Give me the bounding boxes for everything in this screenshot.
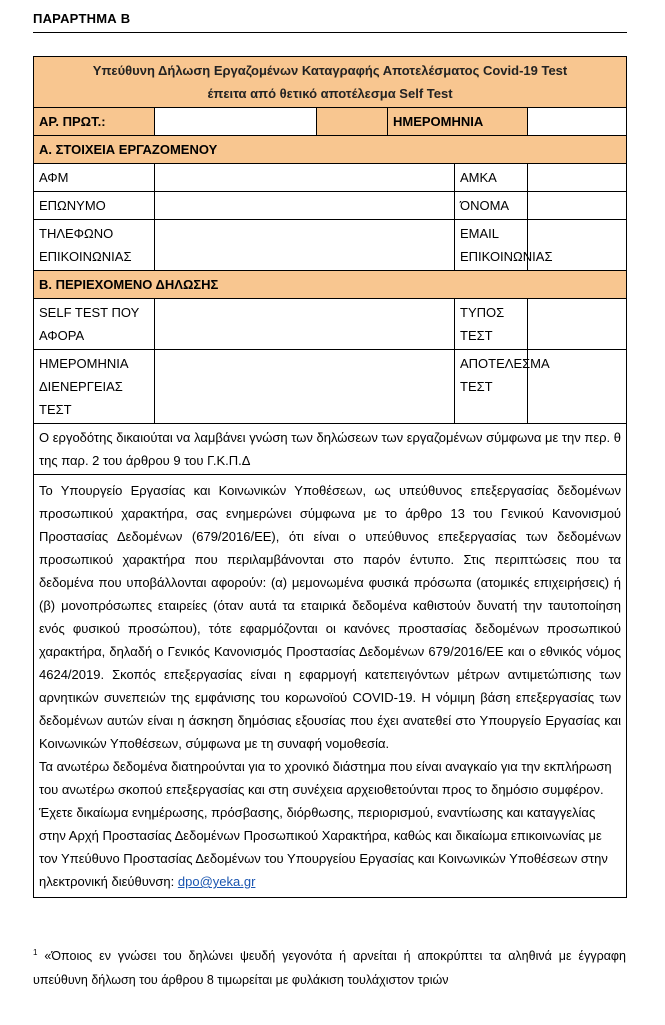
- protocol-number-label: ΑΡ. ΠΡΩΤ.:: [34, 108, 155, 136]
- afm-field[interactable]: [155, 164, 455, 192]
- phone-field[interactable]: [155, 220, 455, 271]
- amka-label: ΑΜΚΑ: [455, 164, 528, 192]
- protocol-row: [34, 108, 627, 136]
- date-label: ΗΜΕΡΟΜΗΝΙΑ: [388, 108, 528, 136]
- amka-field[interactable]: [528, 164, 627, 192]
- email-label-line2: ΕΠΙΚΟΙΝΩΝΙΑΣ: [460, 249, 553, 264]
- section-b-header: [34, 271, 627, 299]
- form-title-line2: έπειτα από θετικό αποτέλεσμα Self Test: [207, 86, 453, 101]
- annex-title: ΠΑΡΑΡΤΗΜΑ Β: [33, 11, 131, 26]
- phone-email-row: [34, 220, 627, 271]
- surname-field[interactable]: [155, 192, 455, 220]
- email-label-line1: EMAIL: [460, 226, 500, 241]
- privacy-paragraph-2-text: Τα ανωτέρω δεδομένα διατηρούνται για το χρονικό διάστημα που είναι αναγκαίο για την εκπλήρωση του ανωτέρω σκοπού επεξεργασίας και στη συνέχεια αρχειοθετούνται προς το δημόσιο συμφέρον. Έχετε δικαίωμα ενημέρωσης, πρόσβασης, διόρθωσης, περιορισμού, εναντίωσης και καταγγελίας στην Αρχή Προστασίας Δεδομένων Προσωπικού Χαρακτήρα, καθώς και δικαίωμα επικοινωνίας με τον Υπεύθυνο Προστασίας Δεδομένων του Υπουργείου Εργασίας και Κοινωνικών Υποθέσεων στην ηλεκτρονική διεύθυνση:: [39, 759, 612, 889]
- form-title: [34, 57, 627, 108]
- privacy-paragraph-1: Το Υπουργείο Εργασίας και Κοινωνικών Υποθέσεων, ως υπεύθυνος επεξεργασίας δεδομένων προσωπικού χαρακτήρα, σας ενημερώνει σύμφωνα με το άρθρο 13 του Γενικού Κανονισμού Προστασίας Δεδομένων (679/2016/ΕΕ), ότι είναι ο υπεύθυνος επεξεργασίας των δεδομένων προσωπικού χαρακτήρα που περιλαμβάνονται στο παρόν έντυπο. Στις περιπτώσεις που τα δεδομένα που υποβάλλονται αφορούν: (α) μεμονωμένα φυσικά πρόσωπα (ατομικές επιχειρήσεις) ή (β) μονοπρόσωπες εταιρείες (όταν αυτά τα εταιρικά δεδομένα καθιστούν δυνατή την ταυτοποίηση ενός φυσικού προσώπου), τότε εφαρμόζονται οι κανόνες προστασίας δεδομένων προσωπικού χαρακτήρα, δηλαδή ο Γενικός Κανονισμός Προστασίας Δεδομένων 679/2016/ΕΕ και ο εθνικός νόμος 4624/2019. Σκοπός επεξεργασίας είναι η εφαρμογή κατεπειγόντων μέτρων αντιμετώπισης των αρνητικών συνεπειών της εμφάνισης του κορωνοϊού COVID-19. Η νόμιμη βάση επεξεργασίας των δεδομένων αυτών είναι η άσκηση δημόσιας εξουσίας που έχει ανατεθεί στο Υπουργείο Εργασίας και Κοινωνικών Υποθέσεων, σύμφωνα με τη συναφή νομοθεσία.: [39, 483, 622, 751]
- test-result-label: ΑΠΟΤΕΛΕΣΜΑ ΤΕΣΤ: [455, 350, 528, 424]
- self-test-type-row: [34, 299, 627, 350]
- phone-label-line1: ΤΗΛΕΦΩΝΟ: [39, 226, 114, 241]
- section-a-header: [34, 136, 627, 164]
- self-test-label-line2: ΑΦΟΡΑ: [39, 328, 85, 343]
- section-a-title: Α. ΣΤΟΙΧΕΙΑ ΕΡΓΑΖΟΜΕΝΟΥ: [34, 136, 627, 164]
- form-header-row: [34, 57, 627, 108]
- footnote-mark: 1: [33, 947, 38, 957]
- form-title-line1: Υπεύθυνη Δήλωση Εργαζομένων Καταγραφής Αποτελέσματος Covid-19 Test: [92, 63, 568, 78]
- afm-label: ΑΦΜ: [34, 164, 155, 192]
- test-type-label: ΤΥΠΟΣ ΤΕΣΤ: [455, 299, 528, 350]
- footnote-text: «Όποιος εν γνώσει του δηλώνει ψευδή γεγονότα ή αρνείται ή αποκρύπτει τα αληθινά με έγγραφη υπεύθυνη δήλωση του άρθρου 8 τιμωρείται με φυλάκιση τουλάχιστον τριών: [33, 949, 626, 987]
- surname-label: ΕΠΩΝΥΜΟ: [34, 192, 155, 220]
- footnote: [33, 944, 626, 992]
- date-field[interactable]: [528, 108, 627, 136]
- protocol-number-field[interactable]: [155, 108, 317, 136]
- self-test-field[interactable]: [155, 299, 455, 350]
- name-label: ΌΝΟΜΑ: [455, 192, 528, 220]
- test-date-label-line1: ΗΜΕΡΟΜΗΝΙΑ: [39, 356, 129, 371]
- privacy-notice: [34, 475, 627, 898]
- self-test-label: [34, 299, 155, 350]
- privacy-paragraph-2: [39, 755, 621, 893]
- privacy-row: [34, 475, 627, 898]
- surname-name-row: [34, 192, 627, 220]
- phone-label-line2: ΕΠΙΚΟΙΝΩΝΙΑΣ: [39, 249, 132, 264]
- test-date-label-line2: ΔΙΕΝΕΡΓΕΙΑΣ: [39, 379, 123, 394]
- test-type-field[interactable]: [528, 299, 627, 350]
- phone-label: [34, 220, 155, 271]
- dpo-email-link[interactable]: dpo@yeka.gr: [177, 874, 256, 889]
- employer-note: Ο εργοδότης δικαιούται να λαμβάνει γνώση των δηλώσεων των εργαζομένων σύμφωνα με την περ. θ της παρ. 2 του άρθρου 9 του Γ.Κ.Π.Δ: [34, 424, 627, 475]
- test-date-label-line3: ΤΕΣΤ: [39, 402, 72, 417]
- afm-amka-row: [34, 164, 627, 192]
- test-date-result-row: [34, 350, 627, 424]
- self-test-label-line1: SELF TEST ΠΟΥ: [39, 305, 140, 320]
- employer-note-row: [34, 424, 627, 475]
- annex-divider: [33, 32, 627, 33]
- test-date-field[interactable]: [155, 350, 455, 424]
- name-field[interactable]: [528, 192, 627, 220]
- declaration-form: [33, 56, 627, 898]
- protocol-spacer: [317, 108, 388, 136]
- test-date-label: [34, 350, 155, 424]
- email-label: [455, 220, 553, 271]
- section-b-title: Β. ΠΕΡΙΕΧΟΜΕΝΟ ΔΗΛΩΣΗΣ: [34, 271, 627, 299]
